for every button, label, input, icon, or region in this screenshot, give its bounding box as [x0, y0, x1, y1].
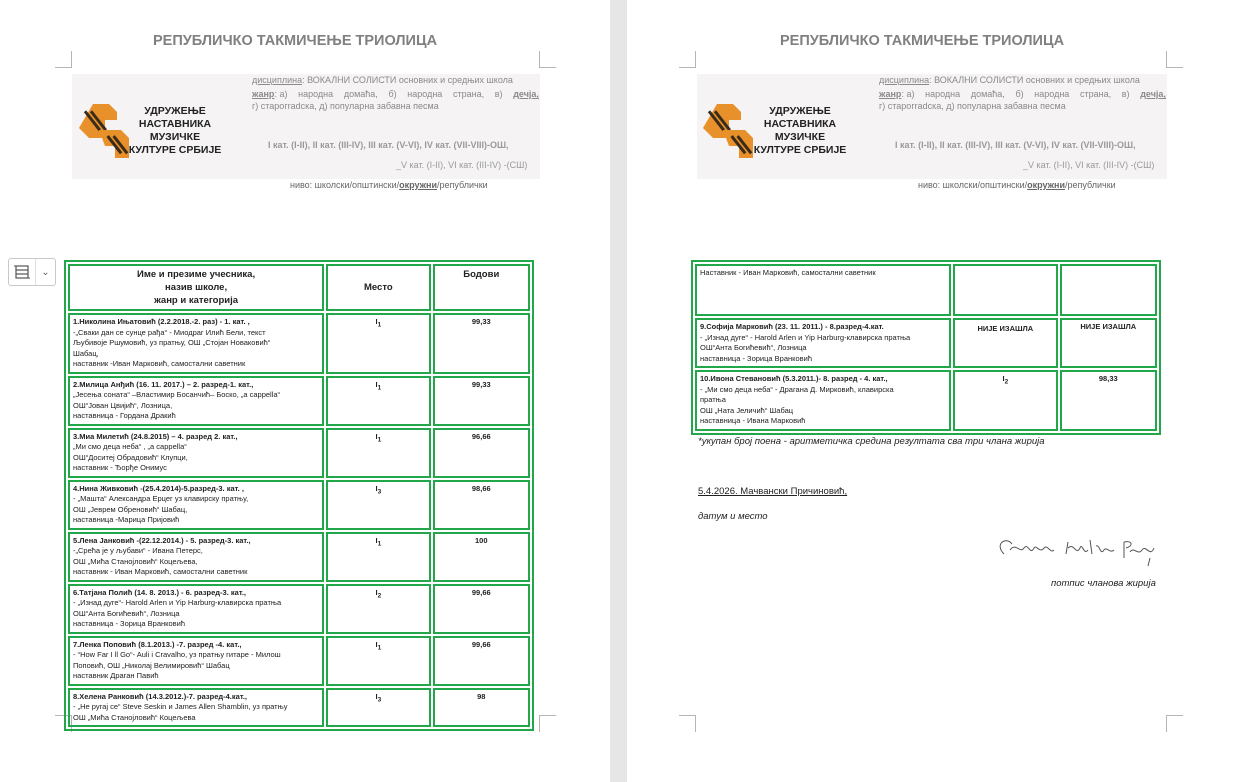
participant-detail: пратња	[700, 395, 726, 404]
place-cell	[326, 636, 430, 686]
participant-detail: - „Машта“ Александра Ерцег уз клавирску пратњу,	[73, 494, 249, 503]
place-value: I	[375, 317, 378, 326]
logo-text: УДРУЖЕЊЕ НАСТАВНИКА МУЗИЧКЕ КУЛТУРЕ СРБИЈЕ	[753, 105, 847, 156]
document-page-2	[627, 0, 1240, 782]
place-cell	[953, 370, 1057, 431]
header-points: Бодови	[433, 264, 530, 311]
points-cell: НИЈЕ ИЗАШЛА	[1060, 318, 1157, 368]
points-cell: 99,66	[433, 636, 530, 686]
participant-detail: ОШ „Мића Станојловић“ Коцељева	[73, 712, 196, 722]
participant-detail: Шабац,	[73, 348, 99, 358]
points-cell: 98,33	[1060, 370, 1157, 431]
place-value: I	[1002, 374, 1005, 383]
place-cell	[326, 532, 430, 582]
points-cell: 98,66	[433, 480, 530, 530]
categories-line-1: I кат. (I-II), II кат. (III-IV), III кат. (V-VI), IV кат. (VII-VIII)-ОШ,	[268, 140, 509, 150]
place-cell	[326, 428, 430, 478]
participant-detail: Љубивоје Ршумовић, уз пратњу, ОШ „Стојан Новаковић“	[73, 338, 271, 347]
participant-detail: „Јесења соната“ –Властимир Босанчић– Боско, „a cappella“	[73, 390, 281, 399]
participant-title: 6.Татјана Полић (14. 8. 2013.) - 6. разред-3. кат.,	[73, 587, 247, 597]
table-row	[695, 264, 1157, 316]
participant-title: 4.Нина Живковић -(25.4.2014)-5.разред-3. кат. ,	[73, 483, 244, 493]
participant-detail: наставница -Марица Пријовић	[73, 515, 180, 524]
participant-detail: наставник -Иван Марковић, самостални саветник	[73, 359, 246, 368]
participant-cell	[695, 370, 951, 431]
place-cell	[326, 313, 430, 374]
table-row	[68, 313, 530, 374]
page-title: РЕПУБЛИЧКО ТАКМИЧЕЊЕ ТРИОЛИЦА	[780, 33, 1065, 49]
header-name: Име и презиме учесника, назив школе, жанр и категорија	[68, 264, 324, 311]
table-row	[68, 636, 530, 686]
table-row	[68, 532, 530, 582]
participant-detail: Поповић, ОШ „Николај Велимировић“ Шабац	[73, 660, 230, 670]
participant-cell	[68, 376, 324, 426]
points-cell: 98	[433, 688, 530, 728]
participant-title: 5.Лена Јанковић -(22.12.2014.) - 5. разред-3. кат.,	[73, 535, 251, 545]
participant-detail: наставник - Иван Марковић, самостални саветник	[73, 567, 248, 576]
page-title: РЕПУБЛИЧКО ТАКМИЧЕЊЕ ТРИОЛИЦА	[153, 33, 438, 49]
place-subscript: 3	[377, 696, 382, 703]
categories-line-2: _V кат. (I-II), VI кат. (III-IV) -(СШ)	[396, 160, 528, 170]
participant-detail: ОШ „Мића Станојловић“ Коцељева,	[73, 556, 198, 566]
participant-cell	[68, 688, 324, 728]
place-subscript: 3	[377, 488, 382, 495]
participant-detail: Наставник - Иван Марковић, самостални саветник	[700, 268, 876, 277]
date-place-label: датум и место	[698, 511, 768, 522]
margin-corner	[539, 715, 556, 732]
participant-title: 8.Хелена Ранковић (14.3.2012.)-7. разред-4.кат.,	[73, 691, 248, 701]
place-cell	[326, 376, 430, 426]
participant-detail: „Ми смо деца неба“ , „a cappella“	[73, 442, 187, 451]
participant-detail: наставница - Ивана Марковић	[700, 416, 806, 425]
participant-detail: наставник Драган Павић	[73, 671, 159, 680]
genre-line: жанр: а) народна домаћа, б) народна страна, в) дечја,	[879, 89, 1166, 99]
participant-cell	[68, 636, 324, 686]
participant-detail: - „Изнад дуге“ - Harold Arlen и Yip Harburg-клавирска пратња	[700, 332, 911, 342]
participant-title: 2.Милица Анђић (16. 11. 2017.) – 2. разред-1. кат.,	[73, 379, 254, 389]
participant-cell	[68, 532, 324, 582]
jury-signatures	[992, 530, 1172, 568]
points-note: *укупан број поена - аритметичка средина резултата сва три члана жирија	[698, 436, 1045, 447]
categories-line-2: _V кат. (I-II), VI кат. (III-IV) -(СШ)	[1023, 160, 1155, 170]
participant-detail: наставник - Ђорђе Онимус	[73, 463, 167, 472]
participant-cell	[68, 584, 324, 634]
table-row	[68, 688, 530, 728]
place-value: I	[375, 535, 378, 545]
participant-detail: -„Срећа је у љубави“ - Ивана Петерс,	[73, 546, 203, 555]
participant-title: 7.Ленка Поповић (8.1.2013.) -7. разред -4. кат.,	[73, 639, 242, 649]
participant-detail: ОШ „Ната Јеличић“ Шабац	[700, 405, 794, 415]
participant-detail: ОШ“Анта Богићевић“, Лозница	[700, 343, 807, 352]
participant-detail: наставница - Зорица Вранковић	[73, 619, 186, 628]
place-subscript: 1	[377, 321, 382, 329]
chevron-down-icon[interactable]: ⌄	[41, 266, 50, 278]
genre-line: жанр: а) народна домаћа, б) народна страна, в) дечја,	[252, 89, 539, 99]
participant-detail: наставница - Гордана Дракић	[73, 411, 176, 420]
participant-detail: наставница - Зорица Вранковић	[700, 353, 813, 363]
table-row	[68, 480, 530, 530]
table-layout-icon	[9, 259, 36, 285]
place-cell	[326, 584, 430, 634]
place-subscript: 1	[377, 436, 382, 443]
table-row	[68, 584, 530, 634]
categories-line-1: I кат. (I-II), II кат. (III-IV), III кат. (V-VI), IV кат. (VII-VIII)-ОШ,	[895, 140, 1136, 150]
genre-line-2: г) старогradска, д) популарна забавна песма	[252, 101, 439, 111]
header-place: Место	[326, 264, 430, 311]
participant-cell	[68, 428, 324, 478]
table-layout-options-button[interactable]	[8, 258, 56, 286]
results-table-page-1	[64, 260, 534, 731]
place-cell	[326, 688, 430, 728]
date-place: 5.4.2026. Мачвански Причиновић,	[698, 486, 848, 497]
margin-corner	[55, 51, 72, 68]
place-subscript: 2	[1004, 378, 1009, 386]
participant-detail: ОШ“Доситеј Обрадовић“ Клупци,	[73, 452, 188, 462]
table-row	[68, 376, 530, 426]
participant-title: 3.Миа Милетић (24.8.2015) – 4. разред 2. кат.,	[73, 431, 238, 441]
participant-cell	[68, 480, 324, 530]
place-subscript: 2	[377, 592, 382, 599]
margin-corner	[679, 51, 696, 68]
participant-detail: - „Ми смо деца неба“ - Драгана Д. Мирковић, клавирска	[700, 384, 894, 394]
points-cell: 100	[433, 532, 530, 582]
participant-detail: -„Сваки дан се сунце рађа“ - Миодраг Илић Бели, текст	[73, 327, 266, 337]
place-value: I	[375, 691, 378, 701]
discipline-line: дисциплина: ВОКАЛНИ СОЛИСТИ основних и средњих школа	[879, 75, 1140, 85]
place-value: НИЈЕ ИЗАШЛА	[977, 324, 1034, 333]
participant-cell	[68, 313, 324, 374]
table-row	[68, 428, 530, 478]
results-table-page-2	[691, 260, 1161, 435]
place-cell	[953, 318, 1057, 368]
participant-detail: - „Не ругај се“ Steve Seskin и James Allen Shamblin, уз пратњу	[73, 702, 288, 711]
participant-title: 9.Софија Марковић (23. 11. 2011.) - 8.разред-4.кат.	[700, 322, 884, 331]
participant-detail: - “How Far I ll Go“- Auli i Cravalho, уз пратњу гитаре - Милош	[73, 650, 281, 659]
margin-corner	[1166, 51, 1183, 68]
place-cell	[326, 480, 430, 530]
margin-corner	[539, 51, 556, 68]
level-line: ниво: школски/општински/окружни/републички	[290, 180, 488, 190]
place-value: I	[375, 483, 378, 493]
level-line: ниво: школски/општински/окружни/републички	[918, 180, 1116, 190]
points-cell: 99,33	[433, 313, 530, 374]
participant-detail: - „Изнад дуге“- Harold Arlen и Yip Harburg-клавирска пратња	[73, 598, 282, 607]
place-subscript: 1	[377, 540, 382, 547]
place-value: I	[375, 431, 378, 441]
margin-corner	[679, 715, 696, 732]
participant-title: 10.Ивона Стевановић (5.3.2011.)- 8. разред - 4. кат.,	[700, 374, 888, 383]
table-header-row	[68, 264, 530, 311]
participant-detail: ОШ“Анта Богићевић“, Лозница	[73, 608, 180, 618]
place-subscript: 1	[377, 644, 382, 651]
place-value: I	[375, 587, 378, 597]
place-value: I	[375, 639, 378, 649]
document-page-1	[0, 0, 610, 782]
page-gutter	[610, 0, 627, 782]
genre-line-2: г) старогradска, д) популарна забавна песма	[879, 101, 1066, 111]
points-cell	[1060, 264, 1157, 316]
participant-title: 1.Николина Ињатовић (2.2.2018.-2. раз) - 1. кат. ,	[73, 317, 250, 326]
participant-cell	[695, 318, 951, 368]
points-cell: 99,33	[433, 376, 530, 426]
place-cell	[953, 264, 1057, 316]
signature-label: потпис чланова жирија	[1051, 578, 1156, 589]
place-value: I	[375, 379, 378, 389]
discipline-line: дисциплина: ВОКАЛНИ СОЛИСТИ основних и средњих школа	[252, 75, 513, 85]
place-subscript: 1	[377, 384, 382, 391]
participant-detail: ОШ „Јеврем Обреновић“ Шабац,	[73, 504, 188, 514]
margin-corner	[1166, 715, 1183, 732]
logo-text: УДРУЖЕЊЕ НАСТАВНИКА МУЗИЧКЕ КУЛТУРЕ СРБИЈЕ	[128, 105, 222, 156]
participant-detail: ОШ“Јован Цвијић“, Лозница,	[73, 400, 173, 410]
points-cell: 99,66	[433, 584, 530, 634]
points-cell: 96,66	[433, 428, 530, 478]
participant-cell	[695, 264, 951, 316]
table-row	[695, 370, 1157, 431]
table-row	[695, 318, 1157, 368]
